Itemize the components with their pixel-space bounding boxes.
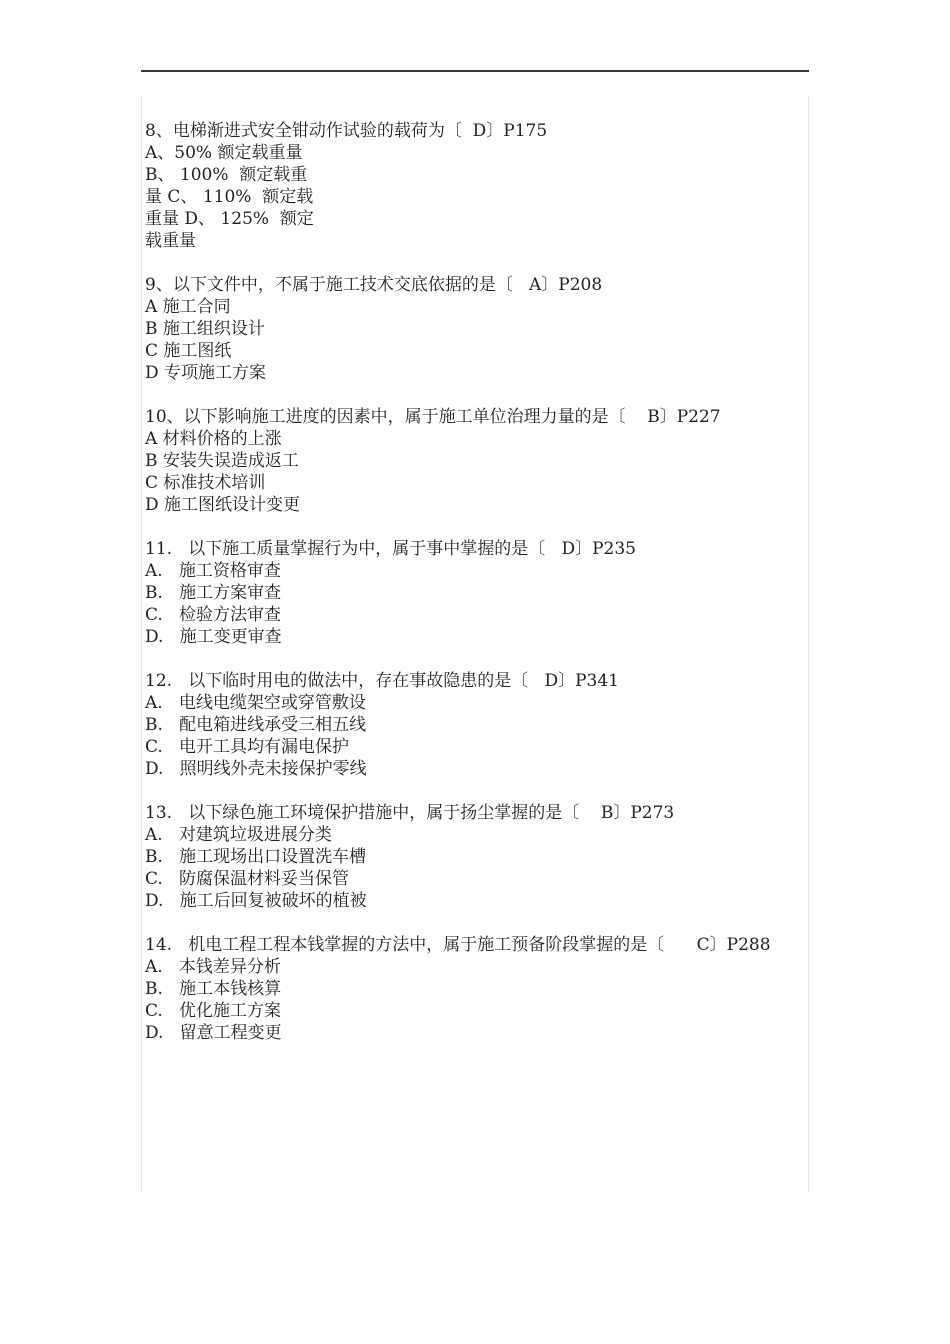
question-stem: 9、以下文件中，不属于施工技术交底依据的是〔 A〕P208 bbox=[145, 275, 603, 295]
left-margin-line bbox=[141, 96, 142, 1192]
option-a: A. 电线电缆架空或穿管敷设 bbox=[145, 693, 366, 713]
right-margin-line bbox=[808, 96, 809, 1192]
option-b: B. 配电箱进线承受三相五线 bbox=[145, 715, 367, 735]
option-d: D. 照明线外壳未接保护零线 bbox=[145, 759, 367, 779]
question-stem: 10、以下影响施工进度的因素中，属于施工单位治理力量的是〔 B〕P227 bbox=[145, 407, 721, 427]
question-stem: 8、电梯渐进式安全钳动作试验的载荷为〔 D〕P175 bbox=[145, 121, 548, 141]
option-d: D 施工图纸设计变更 bbox=[145, 495, 301, 515]
option-a: A 施工合同 bbox=[145, 297, 231, 317]
option-line: A、50% 额定载重量 bbox=[145, 143, 303, 163]
question-8 bbox=[145, 120, 800, 252]
option-a: A. 本钱差异分析 bbox=[145, 957, 281, 977]
question-13 bbox=[145, 802, 800, 912]
option-a: A. 对建筑垃圾进展分类 bbox=[145, 825, 332, 845]
option-c: C. 优化施工方案 bbox=[145, 1001, 282, 1021]
option-line: 载重量 bbox=[145, 231, 196, 251]
option-b: B. 施工现场出口设置洗车槽 bbox=[145, 847, 367, 867]
option-line: 量 C、 110% 额定载 bbox=[145, 187, 314, 207]
question-11 bbox=[145, 538, 800, 648]
header-rule bbox=[141, 70, 809, 72]
question-stem: 12. 以下临时用电的做法中，存在事故隐患的是〔 D〕P341 bbox=[145, 671, 619, 691]
option-d: D. 施工变更审查 bbox=[145, 627, 282, 647]
option-b: B 安装失误造成返工 bbox=[145, 451, 299, 471]
option-c: C. 防腐保温材料妥当保管 bbox=[145, 869, 350, 889]
option-c: C 施工图纸 bbox=[145, 341, 232, 361]
question-stem: 13. 以下绿色施工环境保护措施中，属于扬尘掌握的是〔 B〕P273 bbox=[145, 803, 675, 823]
option-d: D. 留意工程变更 bbox=[145, 1023, 282, 1043]
option-d: D. 施工后回复被破坏的植被 bbox=[145, 891, 367, 911]
option-b: B. 施工方案审查 bbox=[145, 583, 282, 603]
question-stem: 14. 机电工程工程本钱掌握的方法中，属于施工预备阶段掌握的是〔 C〕P288 bbox=[145, 935, 771, 955]
option-a: A. 施工资格审查 bbox=[145, 561, 281, 581]
option-c: C 标准技术培训 bbox=[145, 473, 266, 493]
question-10 bbox=[145, 406, 800, 516]
option-line: B、 100% 额定载重 bbox=[145, 165, 308, 185]
option-b: B. 施工本钱核算 bbox=[145, 979, 282, 999]
option-c: C. 检验方法审查 bbox=[145, 605, 282, 625]
option-c: C. 电开工具均有漏电保护 bbox=[145, 737, 350, 757]
option-a: A 材料价格的上涨 bbox=[145, 429, 282, 449]
question-stem: 11. 以下施工质量掌握行为中，属于事中掌握的是〔 D〕P235 bbox=[145, 539, 636, 559]
question-14 bbox=[145, 934, 800, 1044]
document-body bbox=[145, 120, 800, 1066]
question-9 bbox=[145, 274, 800, 384]
option-line: 重量 D、 125% 额定 bbox=[145, 209, 314, 229]
question-12 bbox=[145, 670, 800, 780]
option-b: B 施工组织设计 bbox=[145, 319, 265, 339]
option-d: D 专项施工方案 bbox=[145, 363, 267, 383]
